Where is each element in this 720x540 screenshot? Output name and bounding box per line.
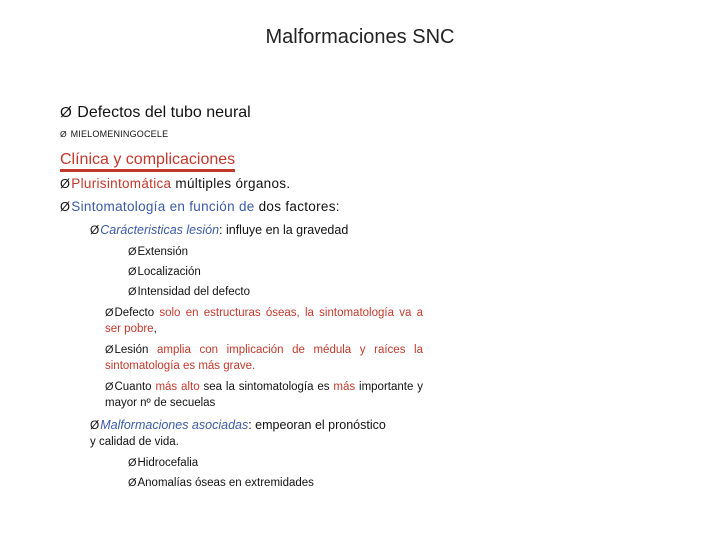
arrow-bullet-icon: Ø [105, 307, 114, 319]
bullet-anomalias-oseas [128, 477, 314, 489]
bullet-text: : empeoran el pronóstico [248, 418, 386, 432]
continuation-text: y calidad de vida. [90, 436, 179, 448]
highlight-text: Malformaciones asociadas [100, 418, 249, 432]
arrow-bullet-icon: Ø [90, 418, 100, 432]
bullet-hidrocefalia [128, 457, 198, 469]
highlight-text: más alto [155, 381, 200, 393]
arrow-bullet-icon: Ø [128, 286, 137, 298]
arrow-bullet-icon: Ø [90, 223, 100, 237]
bullet-extension [128, 246, 188, 258]
bullet-text: Lesión [114, 344, 157, 356]
paragraph-defecto [105, 305, 423, 337]
bullet-text: sea la sintomatología es [199, 381, 334, 393]
paragraph-cuanto [105, 379, 423, 411]
section-heading: Clínica y complicaciones [60, 151, 235, 172]
arrow-bullet-icon: Ø [105, 344, 114, 356]
bullet-sintomatologia [60, 199, 340, 214]
arrow-bullet-icon: Ø [60, 199, 71, 214]
highlight-text: Plurisintomática [71, 176, 172, 191]
bullet-text: , [153, 323, 157, 335]
bullet-text: Localización [137, 266, 201, 278]
bullet-malformaciones-asociadas [90, 418, 386, 432]
bullet-text: Cuanto [114, 381, 156, 393]
bullet-text: Hidrocefalia [137, 457, 199, 469]
bullet-intensidad [128, 286, 250, 298]
arrow-bullet-icon: Ø [128, 266, 137, 278]
highlight-text: Carácteristicas lesión [100, 223, 220, 237]
arrow-bullet-icon: Ø [60, 176, 71, 191]
highlight-text: Sintomatología en función de [71, 199, 255, 214]
bullet-text: dos factores: [254, 199, 340, 214]
bullet-text: MIELOMENINGOCELE [70, 129, 169, 139]
arrow-bullet-icon: Ø [128, 246, 137, 258]
highlight-text: más [333, 381, 356, 393]
bullet-text: Extensión [137, 246, 188, 258]
bullet-caracteristicas [90, 223, 348, 237]
paragraph-lesion [105, 342, 423, 374]
arrow-bullet-icon: Ø [105, 381, 114, 393]
bullet-text: importante y mayor nº de secuelas [105, 381, 423, 409]
bullet-localizacion [128, 266, 201, 278]
bullet-text: Defectos del tubo neural [77, 104, 251, 121]
bullet-text: múltiples órganos. [171, 176, 291, 191]
highlight-text: solo en estructuras óseas, la sintomatología va a ser pobre [105, 307, 423, 335]
bullet-text: Anomalías óseas en extremidades [137, 477, 314, 489]
highlight-text: amplia con implicación de médula y raíces la sintomatología es más grave. [105, 344, 423, 372]
slide-title: Malformaciones SNC [265, 26, 455, 48]
arrow-bullet-icon: Ø [60, 104, 72, 121]
bullet-mielomeningocele [60, 129, 168, 139]
arrow-bullet-icon: Ø [128, 477, 137, 489]
arrow-bullet-icon: Ø [60, 129, 67, 139]
bullet-text: Defecto [114, 307, 160, 319]
bullet-defectos [60, 104, 251, 122]
bullet-text: : influye en la gravedad [219, 223, 349, 237]
bullet-plurisintomatica [60, 176, 290, 191]
arrow-bullet-icon: Ø [128, 457, 137, 469]
bullet-text: Intensidad del defecto [137, 286, 251, 298]
